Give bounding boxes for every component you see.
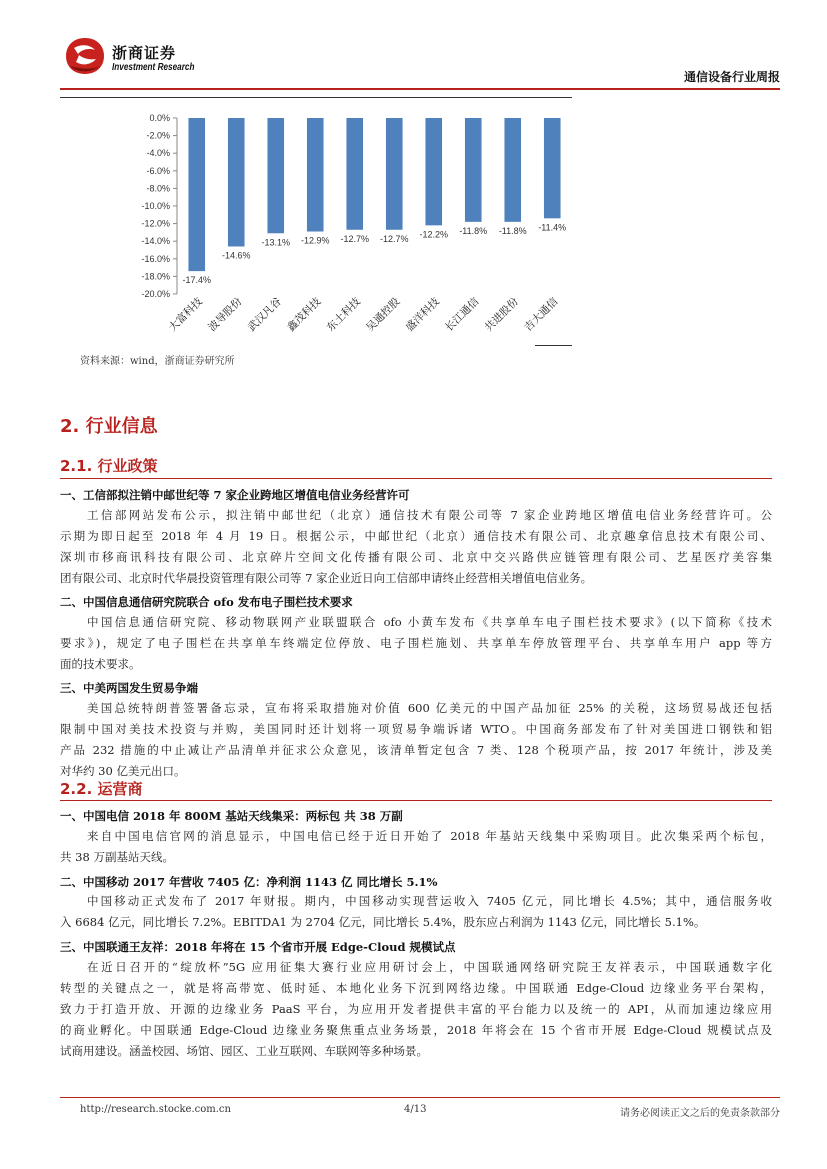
subsection-rule [60, 478, 772, 479]
text-line: 对华约 30 亿美元出口。 [60, 764, 186, 778]
bar-7 [425, 118, 442, 225]
text-line: 中国移动正式发布了 2017 年财报。期内，中国移动实现营运收入 7405 亿元，同比增长 4.5%；其中，通信服务收 [87, 894, 772, 908]
subsection-title-policy: 2.1. 行业政策 [60, 457, 158, 475]
page-number: 4/13 [404, 1104, 427, 1115]
bar-6 [386, 118, 403, 230]
bar-5 [346, 118, 363, 230]
news-heading: 一、中国电信 2018 年 800M 基站天线集采：两标包 共 38 万副 [60, 809, 403, 823]
bar-8 [465, 118, 482, 222]
x-category-label: 长江通信 [443, 295, 482, 334]
footer-divider [60, 1097, 780, 1098]
footer-disclaimer: 请务必阅读正文之后的免责条款部分 [620, 1108, 780, 1119]
data-label: -12.7% [340, 233, 370, 244]
bar-4 [307, 118, 324, 232]
data-label: -12.7% [379, 233, 409, 244]
section-title: 2. 行业信息 [60, 416, 158, 437]
news-paragraph [60, 957, 772, 1062]
report-title: 通信设备行业周报 [683, 70, 780, 84]
data-label: -11.8% [498, 225, 527, 236]
text-line: 在近日召开的“绽放杯”5G 应用征集大赛行业应用研讨会上，中国联通网络研究院王友祥表示，中国联通数字化 [87, 960, 772, 974]
data-label: -12.2% [419, 229, 449, 240]
text-line: 限制中国对美技术投资与并购，美国同时还计划将一项贸易争端诉诸 WTO。中国商务部发布了针对美国进口钢铁和铝 [60, 722, 772, 736]
y-tick-label: -10.0% [141, 201, 170, 211]
x-category-label: 东土科技 [324, 295, 363, 334]
data-label: -11.4% [538, 222, 567, 233]
data-label: -11.8% [459, 225, 488, 236]
subsection-title-operators: 2.2. 运营商 [60, 780, 143, 798]
data-label: -17.4% [182, 275, 212, 286]
header-divider [60, 88, 780, 90]
x-category-label: 吉大通信 [522, 295, 561, 334]
news-heading: 三、中美两国发生贸易争端 [60, 681, 198, 695]
text-line: 中国信息通信研究院、移动物联网产业联盟联合 ofo 小黄车发布《共享单车电子围栏技术要求》(以下简称《技术 [87, 615, 772, 629]
y-tick-label: 0.0% [149, 113, 170, 123]
x-category-label: 鑫茂科技 [285, 295, 324, 334]
news-paragraph [60, 826, 772, 868]
text-line: 团有限公司、北京时代华晨投资管理有限公司等 7 家企业近日向工信部申请终止经营相关增值电信业务。 [60, 571, 593, 585]
news-heading: 一、工信部拟注销中邮世纪等 7 家企业跨地区增值电信业务经营许可 [60, 488, 410, 502]
bar-2 [228, 118, 245, 246]
bar-chart-svg [60, 98, 572, 346]
news-heading: 三、中国联通王友祥：2018 年将在 15 个省市开展 Edge-Cloud 规模试点 [60, 940, 456, 954]
text-line: 美国总统特朗普签署备忘录，宣布将采取措施对价值 600 亿美元的中国产品加征 25% 的关税，这场贸易战还包括 [87, 701, 772, 715]
brand-logo [64, 30, 194, 82]
chart-source-note: 资料来源：wind，浙商证券研究所 [80, 356, 235, 367]
y-tick-label: -4.0% [146, 148, 170, 159]
y-tick-label: -16.0% [141, 253, 170, 264]
y-tick-label: -14.0% [141, 236, 170, 247]
x-category-label: 武汉凡谷 [245, 295, 284, 334]
news-heading: 二、中国移动 2017 年营收 7405 亿：净利润 1143 亿 同比增长 5.1% [60, 875, 438, 889]
y-tick-label: -20.0% [141, 289, 170, 299]
y-tick-label: -8.0% [146, 183, 170, 194]
text-line: 的商业孵化。中国联通 Edge-Cloud 边缘业务聚焦重点业务场景，2018 年将会在 15 个省市开展 Edge-Cloud 规模试点及 [60, 1023, 772, 1037]
y-tick-label: -2.0% [146, 130, 170, 141]
text-line: 要求》)，规定了电子围栏在共享单车终端定位停放、电子围栏施划、共享单车停放管理平台、共享单车用户 app 等方 [60, 636, 772, 650]
bar-1 [188, 118, 205, 271]
logo-mark-icon [64, 36, 106, 76]
chart-bottom-rule [535, 345, 572, 346]
text-line: 入 6684 亿元，同比增长 7.2%。EBITDA1 为 2704 亿元，同比增长 5.4%，股东应占利润为 1143 亿元，同比增长 5.1%。 [60, 915, 706, 929]
bar-3 [267, 118, 284, 233]
news-paragraph [60, 698, 772, 782]
text-line: 致力于打造开放、开源的边缘业务 PaaS 平台，为应用开发者提供丰富的平台能力以及统一的 API，从而加速边缘应用 [60, 1002, 772, 1016]
data-label: -13.1% [261, 237, 291, 248]
bar-10 [544, 118, 561, 218]
text-line: 面的技术要求。 [60, 657, 141, 671]
subsection-rule [60, 800, 772, 801]
text-line: 工信部网站发布公示，拟注销中邮世纪（北京）通信技术有限公司等 7 家企业跨地区增值电信业务经营许可。公 [87, 508, 772, 522]
text-line: 示期为即日起至 2018 年 4 月 19 日。根据公示，中邮世纪（北京）通信技术有限公司、北京趣拿信息技术有限公司、 [60, 529, 772, 543]
y-tick-label: -18.0% [141, 271, 170, 282]
text-line: 来自中国电信官网的消息显示，中国电信已经于近日开始了 2018 年基站天线集中采购项目。此次集采两个标包， [87, 829, 772, 843]
text-line: 产品 232 措施的中止减让产品清单并征求公众意见，该清单暂定包含 7 类、128 个税项产品，按 2017 年统计，涉及美 [60, 743, 772, 757]
y-tick-label: -6.0% [146, 165, 170, 176]
bar-chart [60, 98, 572, 346]
data-label: -14.6% [221, 250, 251, 261]
bar-9 [504, 118, 521, 222]
data-label: -12.9% [300, 235, 330, 246]
logo-text-en: Investment Research [112, 62, 195, 73]
news-paragraph [60, 612, 772, 675]
news-paragraph [60, 505, 772, 589]
text-line: 共 38 万副基站天线。 [60, 850, 174, 864]
logo-text-cn: 浙商证券 [112, 44, 177, 62]
x-category-label: 吴通控股 [364, 295, 403, 334]
news-paragraph [60, 891, 772, 933]
text-line: 试商用建设。涵盖校园、场馆、园区、工业互联网、车联网等多种场景。 [60, 1044, 428, 1058]
x-category-label: 盛洋科技 [403, 295, 442, 334]
y-tick-label: -12.0% [141, 218, 170, 229]
x-category-label: 大富科技 [166, 295, 205, 334]
text-line: 转型的关键点之一，就是将高带宽、低时延、本地化业务下沉到网络边缘。中国联通 Edge-Cloud 边缘业务平台架构， [60, 981, 772, 995]
x-category-label: 共进股份 [482, 295, 521, 334]
news-heading: 二、中国信息通信研究院联合 ofo 发布电子围栏技术要求 [60, 595, 353, 609]
footer-url-link[interactable]: http://research.stocke.com.cn [80, 1104, 231, 1115]
text-line: 深圳市移商讯科技有限公司、北京碎片空间文化传播有限公司、北京中交兴路供应链管理有限公司、艺星医疗美容集 [60, 550, 772, 564]
x-category-label: 波导股份 [206, 295, 245, 334]
